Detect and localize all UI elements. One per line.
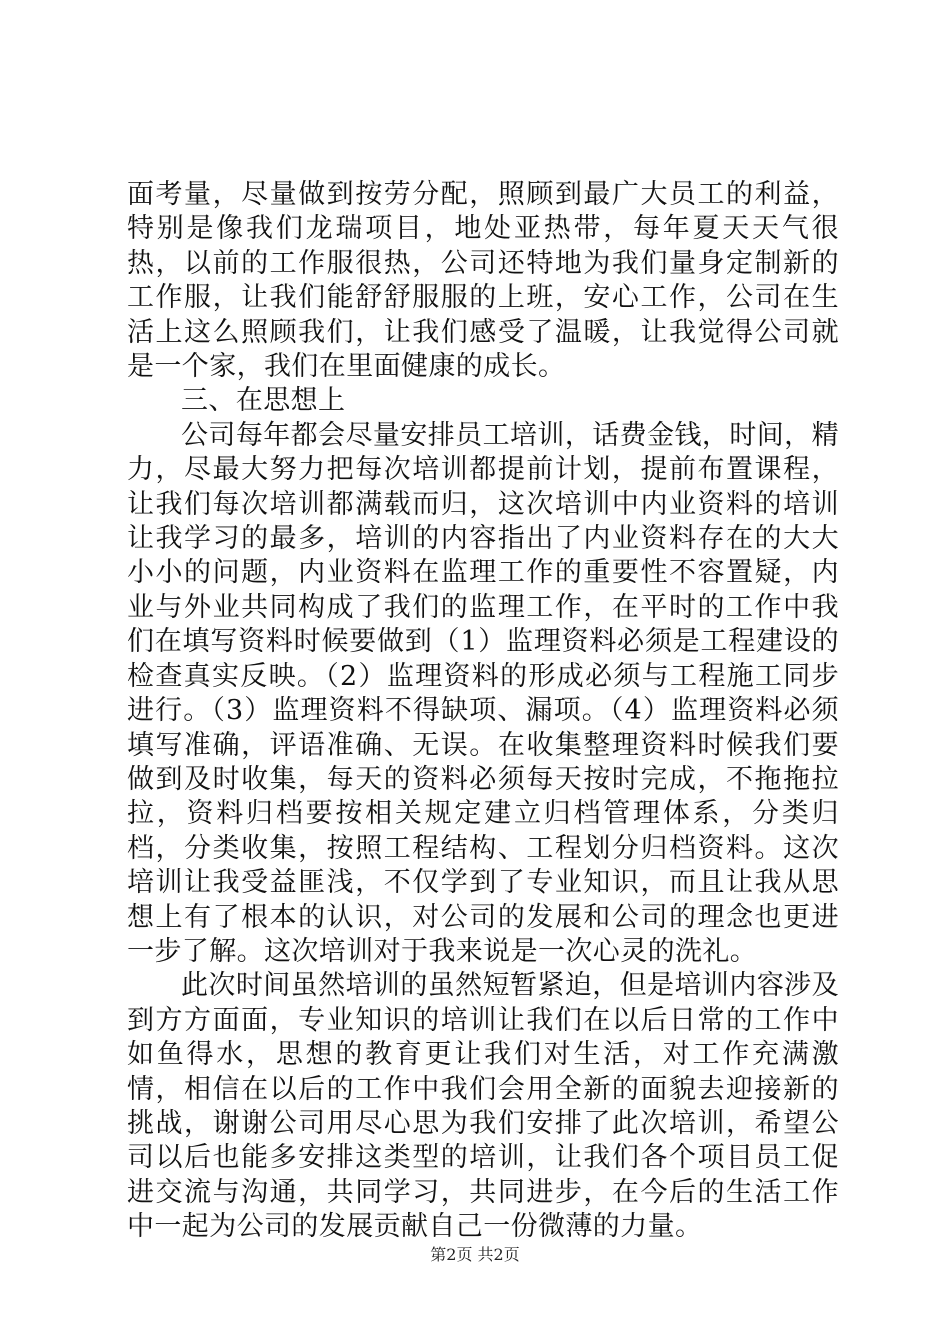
section-heading-3: 三、在思想上 bbox=[181, 385, 346, 417]
paragraph-1: 面考量，尽量做到按劳分配，照顾到最广大员工的利益，特别是像我们龙瑞项目，地处亚热带，每年夏天天气很热，以前的工作服很热，公司还特地为我们量身定制新的工作服，让我们能舒舒服服的上班，安心工作，公司在生活上这么照顾我们，让我们感受了温暖，让我觉得公司就是一个家，我们在里面健康的成长。 bbox=[127, 179, 839, 383]
page-number-footer: 第2页 共2页 bbox=[430, 1245, 520, 1264]
paragraph-3: 此次时间虽然培训的虽然短暂紧迫，但是培训内容涉及到方方面面，专业知识的培训让我们在以后日常的工作中如鱼得水，思想的教育更让我们对生活，对工作充满激情，相信在以后的工作中我们会用全新的面貌去迎接新的挑战，谢谢公司用尽心思为我们安排了此次培训，希望公司以后也能多安排这类型的培训，让我们各个项目员工促进交流与沟通，共同学习，共同进步，在今后的生活工作中一起为公司的发展贡献自己一份微薄的力量。 bbox=[127, 970, 839, 1243]
document-body bbox=[127, 178, 839, 1245]
paragraph-2: 公司每年都会尽量安排员工培训，话费金钱，时间，精力，尽最大努力把每次培训都提前计划，提前布置课程，让我们每次培训都满载而归，这次培训中内业资料的培训让我学习的最多，培训的内容指出了内业资料存在的大大小小的问题，内业资料在监理工作的重要性不容置疑，内业与外业共同构成了我们的监理工作，在平时的工作中我们在填写资料时候要做到（1）监理资料必须是工程建设的检查真实反映。（2）监理资料的形成必须与工程施工同步进行。（3）监理资料不得缺项、漏项。（4）监理资料必须填写准确，评语准确、无误。在收集整理资料时候我们要做到及时收集，每天的资料必须每天按时完成，不拖拖拉拉，资料归档要按相关规定建立归档管理体系，分类归档，分类收集，按照工程结构、工程划分归档资料。这次培训让我受益匪浅，不仅学到了专业知识，而且让我从思想上有了根本的认识，对公司的发展和公司的理念也更进一步了解。这次培训对于我来说是一次心灵的洗礼。 bbox=[127, 419, 839, 967]
